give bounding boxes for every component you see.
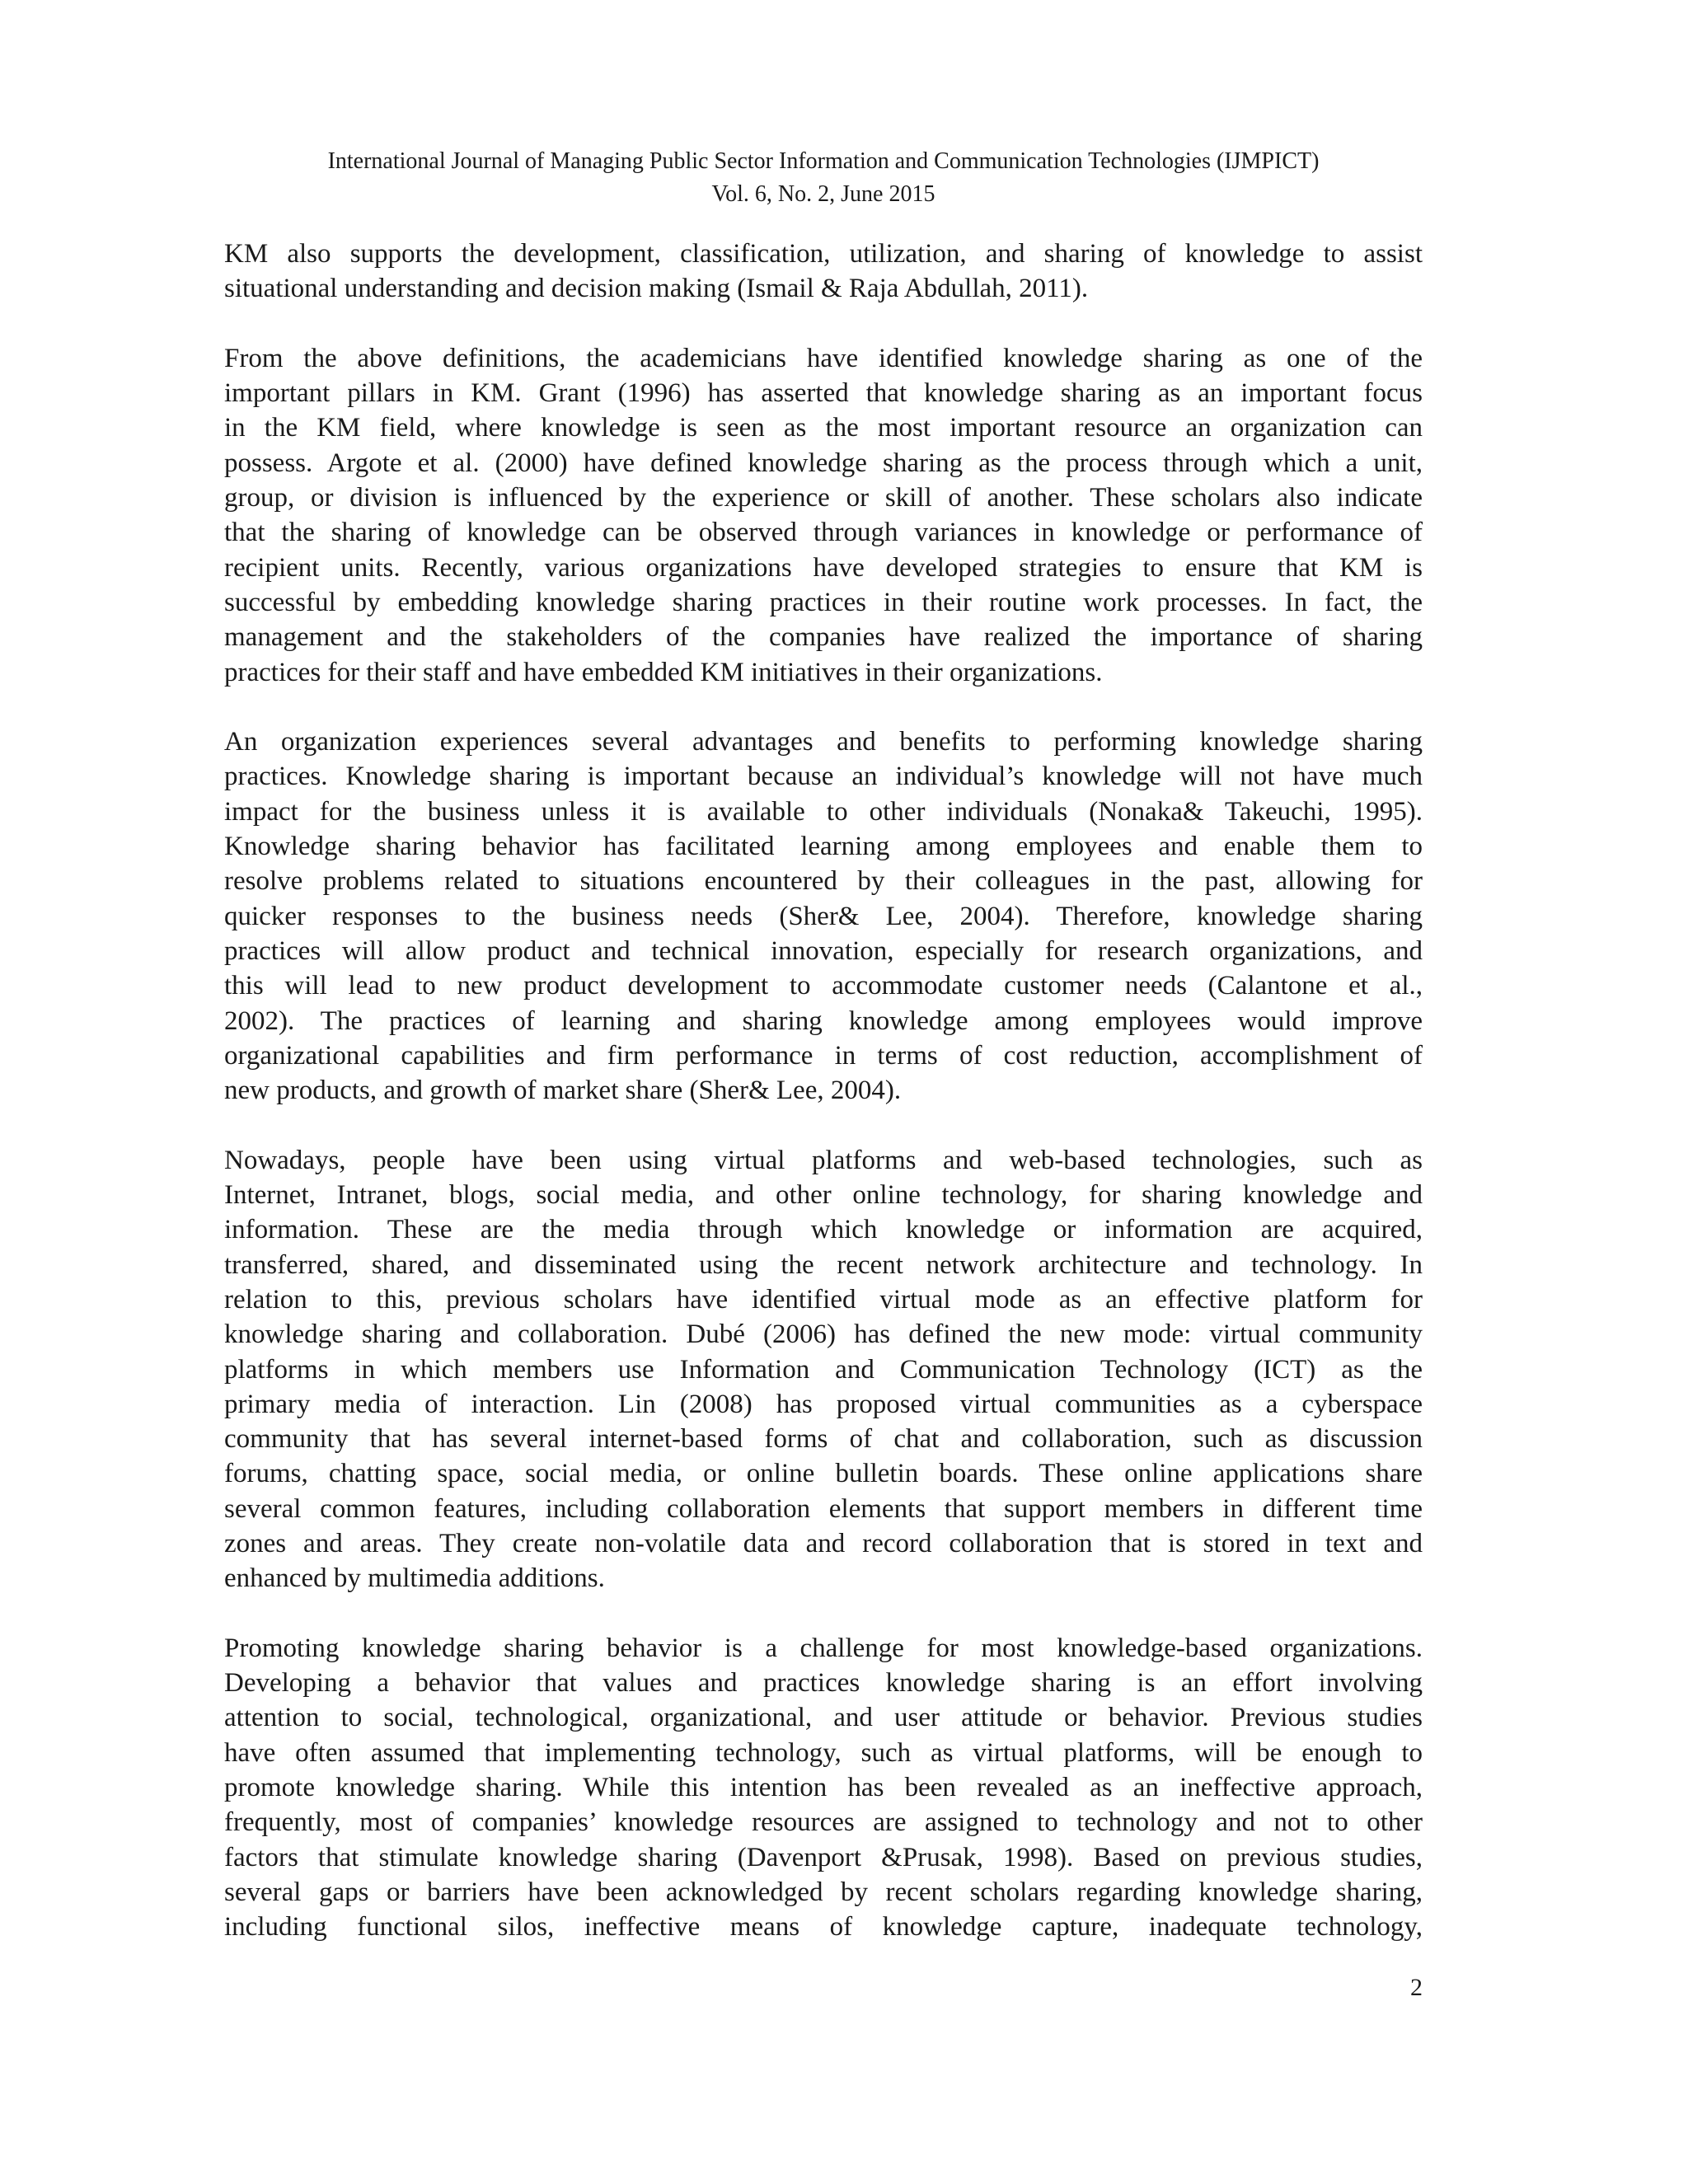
paragraph xyxy=(224,341,1423,690)
paragraph xyxy=(224,1143,1423,1596)
text-line: An organization experiences several advantages and benefits to performing knowledge sharing xyxy=(224,727,1423,757)
running-header xyxy=(224,145,1423,211)
journal-title: International Journal of Managing Public Sector Information and Communication Technologies (IJMPICT) xyxy=(327,148,1320,174)
text-line: knowledge sharing and collaboration. Dubé (2006) has defined the new mode: virtual community xyxy=(224,1319,1423,1350)
text-line: Promoting knowledge sharing behavior is a challenge for most knowledge-based organizations. xyxy=(224,1633,1423,1663)
text-line: successful by embedding knowledge sharing practices in their routine work processes. In fact, the xyxy=(224,587,1423,617)
text-line: factors that stimulate knowledge sharing (Davenport &Prusak, 1998). Based on previous studies, xyxy=(224,1842,1423,1872)
text-line: practices will allow product and technical innovation, especially for research organizations, and xyxy=(224,935,1423,966)
text-line: relation to this, previous scholars have identified virtual mode as an effective platform for xyxy=(224,1284,1423,1315)
text-line: management and the stakeholders of the companies have realized the importance of sharing xyxy=(224,622,1423,653)
text-line: quicker responses to the business needs (Sher& Lee, 2004). Therefore, knowledge sharing xyxy=(224,901,1423,931)
text-line: important pillars in KM. Grant (1996) has asserted that knowledge sharing as an important focus xyxy=(224,378,1423,409)
page-number: 2 xyxy=(1410,1974,1423,2001)
text-line: impact for the business unless it is available to other individuals (Nonaka& Takeuchi, 1995). xyxy=(224,796,1423,827)
text-line: KM also supports the development, classification, utilization, and sharing of knowledge to assist xyxy=(224,239,1423,269)
paragraph xyxy=(224,1631,1423,1945)
text-line: community that has several internet-based forms of chat and collaboration, such as discussion xyxy=(224,1424,1423,1455)
text-line: situational understanding and decision making (Ismail & Raja Abdullah, 2011). xyxy=(224,274,1089,304)
text-line: several common features, including collaboration elements that support members in different time xyxy=(224,1493,1423,1524)
text-line: group, or division is influenced by the experience or skill of another. These scholars also indicate xyxy=(224,483,1423,513)
text-line: transferred, shared, and disseminated using the recent network architecture and technology. In xyxy=(224,1249,1423,1280)
journal-issue: Vol. 6, No. 2, June 2015 xyxy=(711,181,935,207)
text-line: From the above definitions, the academicians have identified knowledge sharing as one of the xyxy=(224,343,1423,373)
text-line: forums, chatting space, social media, or online bulletin boards. These online applications share xyxy=(224,1459,1423,1489)
text-line: platforms in which members use Information and Communication Technology (ICT) as the xyxy=(224,1354,1423,1385)
text-line: that the sharing of knowledge can be observed through variances in knowledge or performance of xyxy=(224,518,1423,548)
text-line: Internet, Intranet, blogs, social media, and other online technology, for sharing knowledge and xyxy=(224,1180,1423,1211)
text-line: frequently, most of companies’ knowledge resources are assigned to technology and not to other xyxy=(224,1807,1423,1838)
text-line: information. These are the media through which knowledge or information are acquired, xyxy=(224,1215,1423,1245)
text-line: practices. Knowledge sharing is important because an individual’s knowledge will not have much xyxy=(224,762,1423,792)
text-line: primary media of interaction. Lin (2008) has proposed virtual communities as a cyberspace xyxy=(224,1389,1423,1419)
text-line: possess. Argote et al. (2000) have defined knowledge sharing as the process through which a unit, xyxy=(224,448,1423,478)
text-line: attention to social, technological, organizational, and user attitude or behavior. Previous studies xyxy=(224,1703,1423,1733)
text-line: resolve problems related to situations encountered by their colleagues in the past, allowing for xyxy=(224,866,1423,897)
text-line: Developing a behavior that values and practices knowledge sharing is an effort involving xyxy=(224,1668,1423,1699)
text-line: new products, and growth of market share (Sher& Lee, 2004). xyxy=(224,1076,902,1106)
text-line: including functional silos, ineffective means of knowledge capture, inadequate technology, xyxy=(224,1912,1423,1943)
paragraph xyxy=(224,237,1423,307)
paragraph xyxy=(224,724,1423,1108)
text-line: Nowadays, people have been using virtual platforms and web-based technologies, such as xyxy=(224,1145,1423,1175)
text-line: practices for their staff and have embedded KM initiatives in their organizations. xyxy=(224,657,1103,687)
text-line: Knowledge sharing behavior has facilitated learning among employees and enable them to xyxy=(224,832,1423,862)
text-line: zones and areas. They create non-volatile data and record collaboration that is stored in text and xyxy=(224,1528,1423,1558)
body-text xyxy=(224,237,1423,1980)
text-line: this will lead to new product development to accommodate customer needs (Calantone et al., xyxy=(224,971,1423,1001)
text-line: promote knowledge sharing. While this intention has been revealed as an ineffective approach, xyxy=(224,1773,1423,1803)
text-line: organizational capabilities and firm performance in terms of cost reduction, accomplishment of xyxy=(224,1040,1423,1071)
text-line: in the KM field, where knowledge is seen as the most important resource an organization can xyxy=(224,413,1423,443)
text-line: 2002). The practices of learning and sharing knowledge among employees would improve xyxy=(224,1005,1423,1036)
text-line: have often assumed that implementing technology, such as virtual platforms, will be enough to xyxy=(224,1737,1423,1768)
text-line: recipient units. Recently, various organizations have developed strategies to ensure that KM is xyxy=(224,552,1423,583)
text-line: enhanced by multimedia additions. xyxy=(224,1563,605,1594)
text-line: several gaps or barriers have been acknowledged by recent scholars regarding knowledge sharing, xyxy=(224,1877,1423,1907)
